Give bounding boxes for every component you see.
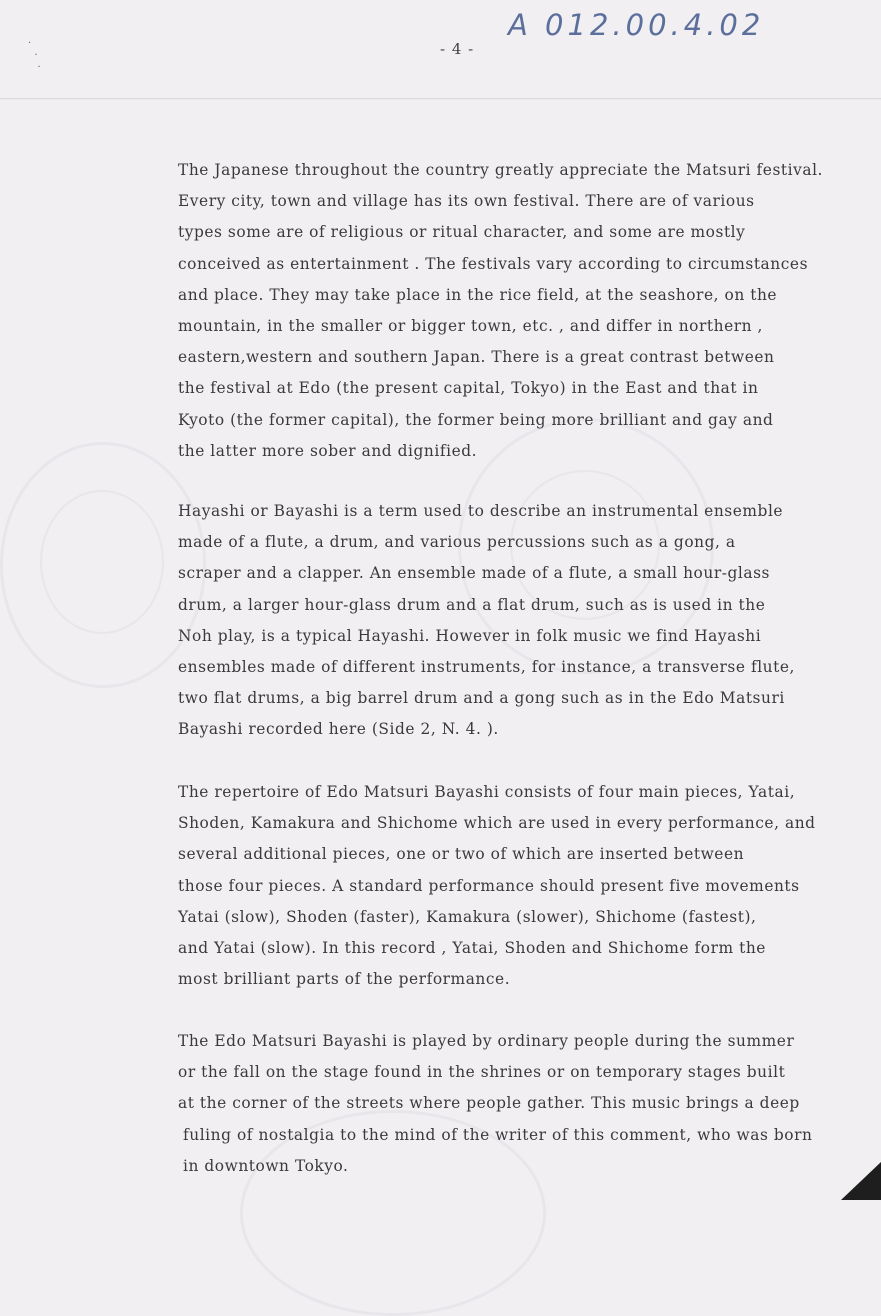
text-line: Noh play, is a typical Hayashi. However in folk music we find Hayashi — [178, 626, 762, 645]
paragraph-matsuri-festival — [178, 155, 868, 467]
scan-corner-mark — [841, 1162, 881, 1200]
text-line: The Japanese throughout the country greatly appreciate the Matsuri festival. — [178, 161, 823, 179]
text-line: two flat drums, a big barrel drum and a gong such as in the Edo Matsuri — [178, 689, 785, 708]
text-line: mountain, in the smaller or bigger town, etc. , and differ in northern , — [178, 316, 763, 335]
text-line: eastern,western and southern Japan. There is a great contrast between — [178, 348, 775, 367]
watermark-stamp-left-inner — [40, 490, 164, 634]
text-line: those four pieces. A standard performance should present five movements — [178, 876, 800, 895]
scan-specks: · · · — [28, 38, 41, 73]
paragraph-performance-context — [178, 1026, 868, 1182]
paragraph-repertoire — [178, 777, 868, 995]
text-line: at the corner of the streets where people gather. This music brings a deep — [178, 1094, 800, 1113]
text-line: Bayashi recorded here (Side 2, N. 4. ). — [178, 720, 499, 739]
text-line: types some are of religious or ritual character, and some are mostly — [178, 223, 746, 242]
text-line: in downtown Tokyo. — [183, 1156, 349, 1175]
text-line: Kyoto (the former capital), the former being more brilliant and gay and — [178, 410, 774, 429]
text-line: or the fall on the stage found in the shrines or on temporary stages built — [178, 1063, 786, 1082]
text-line: Hayashi or Bayashi is a term used to describe an instrumental ensemble — [178, 502, 784, 520]
text-line: several additional pieces, one or two of which are inserted between — [178, 845, 745, 864]
paragraph-hayashi-definition — [178, 496, 868, 746]
text-line: drum, a larger hour-glass drum and a flat drum, such as is used in the — [178, 595, 766, 614]
page-number: - 4 - — [440, 40, 475, 58]
text-line: scraper and a clapper. An ensemble made of a flute, a small hour-glass — [178, 564, 770, 583]
text-line: ensembles made of different instruments, for instance, a transverse flute, — [178, 657, 795, 676]
text-line: the latter more sober and dignified. — [178, 441, 478, 460]
text-line: the festival at Edo (the present capital, Tokyo) in the East and that in — [178, 379, 759, 398]
text-line: The repertoire of Edo Matsuri Bayashi consists of four main pieces, Yatai, — [178, 783, 796, 801]
text-line: Every city, town and village has its own festival. There are of various — [178, 192, 755, 211]
text-line: The Edo Matsuri Bayashi is played by ordinary people during the summer — [178, 1032, 795, 1050]
text-line: and Yatai (slow). In this record , Yatai, Shoden and Shichome form the — [178, 938, 766, 957]
text-line: fuling of nostalgia to the mind of the writer of this comment, who was born — [183, 1125, 813, 1144]
scan-fold-line — [0, 98, 881, 100]
text-line: Shoden, Kamakura and Shichome which are used in every performance, and — [178, 814, 816, 833]
text-line: most brilliant parts of the performance. — [178, 970, 511, 989]
text-line: Yatai (slow), Shoden (faster), Kamakura (slower), Shichome (fastest), — [178, 907, 757, 926]
handwritten-archive-code: A 012.00.4.02 — [508, 8, 765, 42]
text-line: conceived as entertainment . The festivals vary according to circumstances — [178, 254, 809, 273]
text-line: and place. They may take place in the rice field, at the seashore, on the — [178, 285, 778, 304]
text-line: made of a flute, a drum, and various percussions such as a gong, a — [178, 533, 736, 552]
